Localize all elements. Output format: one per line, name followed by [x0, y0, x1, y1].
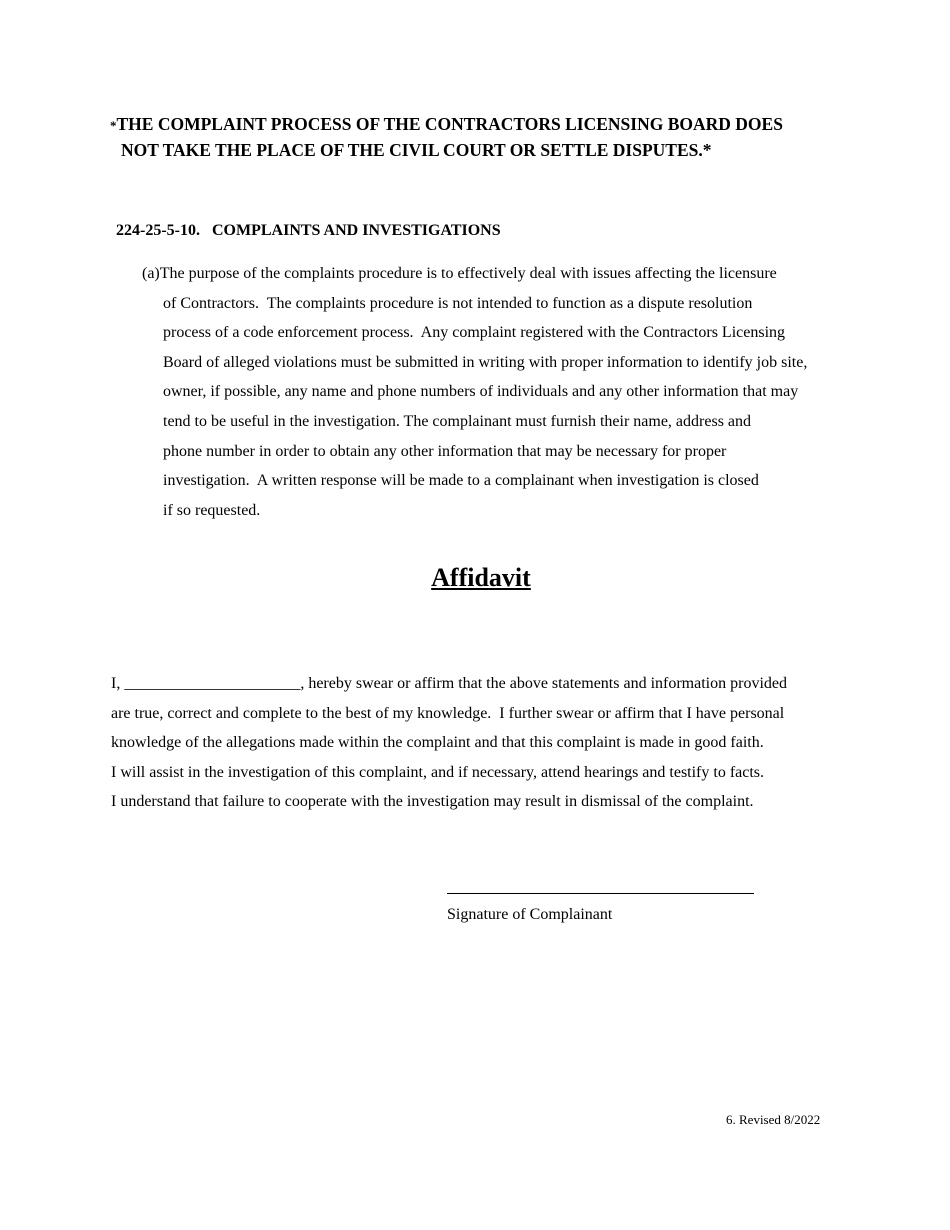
affidavit-line: I understand that failure to cooperate with the investigation may result in dismissal of the complaint.	[111, 793, 754, 811]
affidavit-statement	[111, 669, 891, 817]
notice-banner	[110, 112, 870, 163]
affidavit-line: are true, correct and complete to the best of my knowledge. I further swear or affirm that I have personal	[111, 704, 785, 722]
paragraph-line: Board of alleged violations must be submitted in writing with proper information to identify job site,	[163, 353, 808, 371]
paragraph-line: process of a code enforcement process. Any complaint registered with the Contractors Licensing	[163, 324, 786, 342]
affidavit-line: knowledge of the allegations made within the complaint and that this complaint is made in good faith.	[111, 734, 764, 752]
paragraph-line: investigation. A written response will be made to a complainant when investigation is closed	[163, 472, 759, 490]
paragraph-line: of Contractors. The complaints procedure is not intended to function as a dispute resolution	[163, 294, 753, 312]
complaints-paragraph	[142, 259, 882, 525]
notice-line-1: THE COMPLAINT PROCESS OF THE CONTRACTORS LICENSING BOARD DOES	[116, 114, 783, 134]
affidavit-line: I, ______________________, hereby swear or affirm that the above statements and information provided	[111, 675, 787, 692]
notice-star: *	[110, 118, 117, 133]
affidavit-title: Affidavit	[431, 563, 531, 592]
paragraph-line: owner, if possible, any name and phone numbers of individuals and any other information that may	[163, 383, 799, 401]
signature-line	[447, 893, 754, 894]
paragraph-line: phone number in order to obtain any other information that may be necessary for proper	[163, 442, 727, 460]
page-footer-revision: 6. Revised 8/2022	[726, 1112, 821, 1127]
paragraph-line: tend to be useful in the investigation. The complainant must furnish their name, address and	[163, 412, 752, 430]
notice-line-2: NOT TAKE THE PLACE OF THE CIVIL COURT OR SETTLE DISPUTES.*	[121, 140, 712, 160]
paragraph-line: if so requested.	[163, 501, 261, 519]
signature-label: Signature of Complainant	[447, 906, 613, 923]
section-heading: 224-25-5-10. COMPLAINTS AND INVESTIGATIONS	[116, 222, 501, 239]
paragraph-line: (a)The purpose of the complaints procedure is to effectively deal with issues affecting the licensure	[142, 265, 777, 282]
affidavit-line: I will assist in the investigation of this complaint, and if necessary, attend hearings and testify to facts.	[111, 763, 765, 781]
